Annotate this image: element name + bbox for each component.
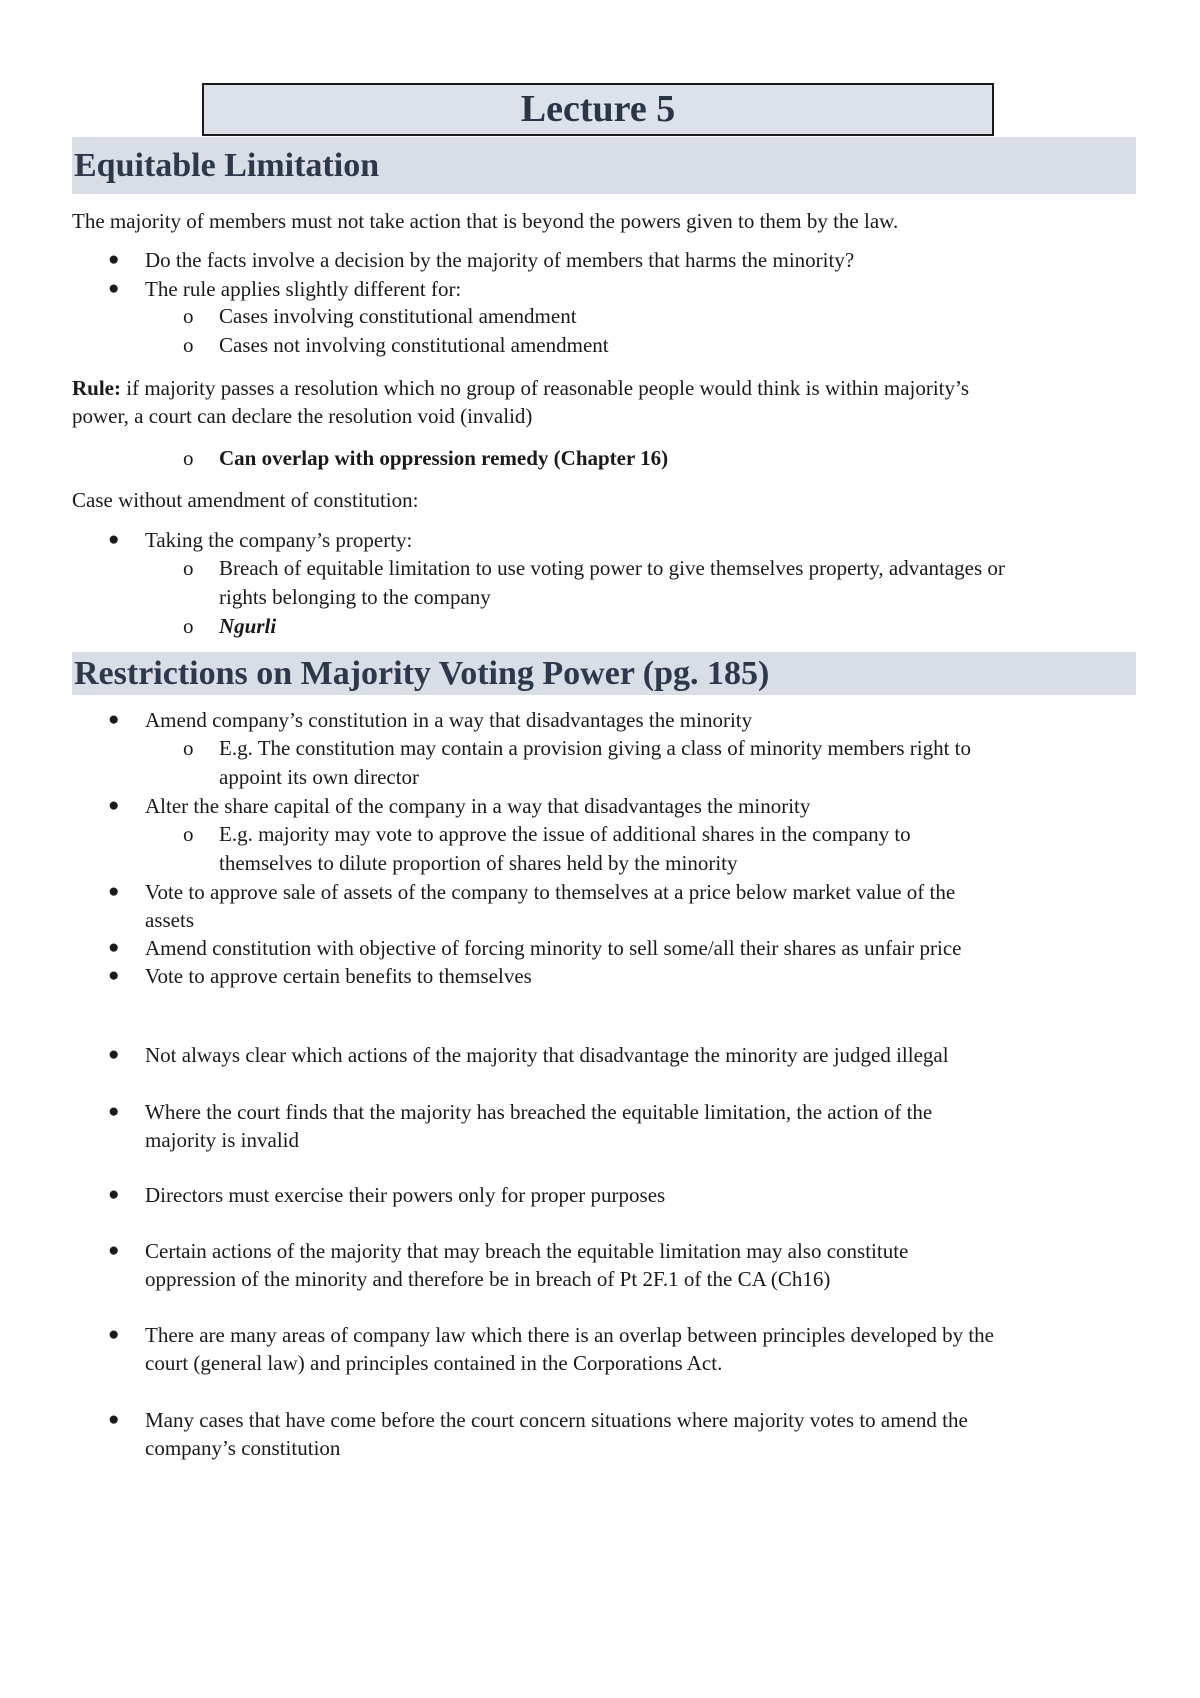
bullet-item: Do the facts involve a decision by the majority of members that harms the minority?	[145, 248, 855, 272]
bullet-item-continued: majority is invalid	[145, 1128, 299, 1152]
bullet-marker: ●	[108, 1324, 120, 1345]
sub-bullet-item-continued: rights belonging to the company	[219, 585, 491, 609]
sub-bullet-marker: o	[183, 614, 194, 638]
bullet-item: Many cases that have come before the court concern situations where majority votes to amend the	[145, 1408, 968, 1432]
sub-bullet-item-continued: themselves to dilute proportion of shares held by the minority	[219, 851, 738, 875]
bullet-marker: ●	[108, 937, 120, 958]
lecture-title: Lecture 5	[202, 83, 994, 136]
case-intro: Case without amendment of constitution:	[72, 488, 419, 512]
bullet-item: There are many areas of company law which there is an overlap between principles developed by the	[145, 1323, 994, 1347]
sub-bullet-marker: o	[183, 304, 194, 328]
rule-label: Rule:	[72, 376, 121, 400]
bullet-item: Alter the share capital of the company in a way that disadvantages the minority	[145, 794, 811, 818]
bullet-item: Amend company’s constitution in a way that disadvantages the minority	[145, 708, 753, 732]
bullet-item: Taking the company’s property:	[145, 528, 413, 552]
rule-text: if majority passes a resolution which no group of reasonable people would think is within majority’s	[121, 376, 970, 400]
rule-line	[72, 374, 969, 402]
bullet-marker: ●	[108, 278, 120, 299]
sub-bullet-marker: o	[183, 736, 194, 760]
bullet-item-continued: oppression of the minority and therefore be in breach of Pt 2F.1 of the CA (Ch16)	[145, 1267, 831, 1291]
section-heading-equitable-limitation: Equitable Limitation	[72, 137, 1136, 194]
bullet-marker: ●	[108, 1184, 120, 1205]
intro-paragraph: The majority of members must not take action that is beyond the powers given to them by the law.	[72, 209, 899, 233]
sub-bullet-marker: o	[183, 333, 194, 357]
bullet-item-continued: company’s constitution	[145, 1436, 341, 1460]
bullet-item: Vote to approve certain benefits to themselves	[145, 964, 532, 988]
overlap-note: Can overlap with oppression remedy (Chapter 16)	[219, 446, 669, 470]
bullet-marker: ●	[108, 709, 120, 730]
bullet-item: Amend constitution with objective of forcing minority to sell some/all their shares as unfair price	[145, 936, 962, 960]
bullet-item: Where the court finds that the majority has breached the equitable limitation, the action of the	[145, 1100, 933, 1124]
bullet-marker: ●	[108, 1240, 120, 1261]
bullet-item: The rule applies slightly different for:	[145, 277, 462, 301]
sub-bullet-marker: o	[183, 446, 194, 470]
sub-bullet-marker: o	[183, 556, 194, 580]
bullet-item-continued: assets	[145, 908, 194, 932]
sub-bullet-item: Breach of equitable limitation to use voting power to give themselves property, advantages or	[219, 556, 1005, 580]
bullet-marker: ●	[108, 1101, 120, 1122]
bullet-item: Not always clear which actions of the majority that disadvantage the minority are judged illegal	[145, 1043, 949, 1067]
bullet-marker: ●	[108, 965, 120, 986]
bullet-item-continued: court (general law) and principles contained in the Corporations Act.	[145, 1351, 723, 1375]
sub-bullet-marker: o	[183, 822, 194, 846]
bullet-item: Certain actions of the majority that may breach the equitable limitation may also constitute	[145, 1239, 909, 1263]
rule-line-continued: power, a court can declare the resolution void (invalid)	[72, 404, 533, 428]
sub-bullet-item: E.g. The constitution may contain a provision giving a class of minority members right to	[219, 736, 971, 760]
bullet-marker: ●	[108, 249, 120, 270]
bullet-marker: ●	[108, 1044, 120, 1065]
section-heading-restrictions: Restrictions on Majority Voting Power (pg. 185)	[72, 652, 1136, 695]
bullet-marker: ●	[108, 1409, 120, 1430]
case-name: Ngurli	[219, 614, 277, 638]
bullet-marker: ●	[108, 881, 120, 902]
bullet-marker: ●	[108, 529, 120, 550]
sub-bullet-item: E.g. majority may vote to approve the issue of additional shares in the company to	[219, 822, 911, 846]
sub-bullet-item: Cases involving constitutional amendment	[219, 304, 577, 328]
bullet-item: Directors must exercise their powers only for proper purposes	[145, 1183, 666, 1207]
sub-bullet-item: Cases not involving constitutional amendment	[219, 333, 609, 357]
bullet-marker: ●	[108, 795, 120, 816]
sub-bullet-item-continued: appoint its own director	[219, 765, 420, 789]
bullet-item: Vote to approve sale of assets of the company to themselves at a price below market value of the	[145, 880, 956, 904]
